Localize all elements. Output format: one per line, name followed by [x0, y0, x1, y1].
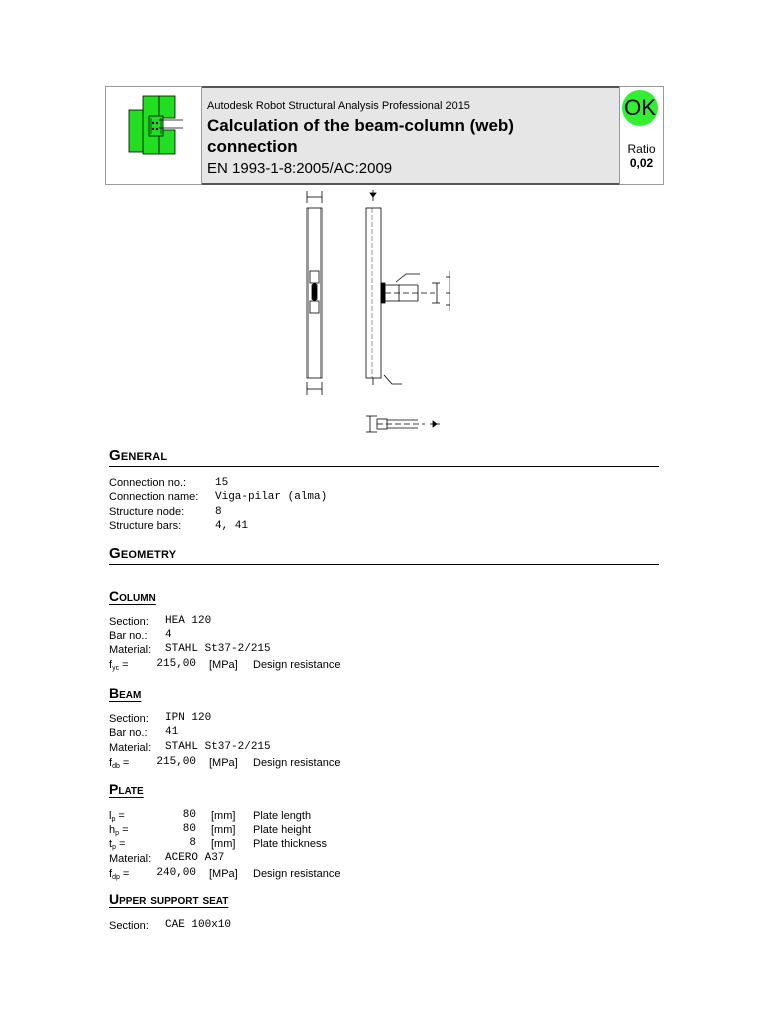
plate-height-description: Plate height [253, 824, 312, 836]
column-fy-value: 215,00 [156, 658, 196, 670]
beam-fy-unit: [MPa] [209, 757, 238, 769]
column-section-label: Section: [109, 616, 149, 628]
plate-fy-description: Design resistance [253, 868, 341, 880]
connection-name-value: Viga-pilar (alma) [215, 491, 328, 503]
column-fy-description: Design resistance [253, 659, 341, 671]
ok-status-badge: OK [622, 90, 658, 126]
column-side-view [307, 191, 322, 395]
connection-plan-view [366, 416, 440, 432]
beam-bar-label: Bar no.: [109, 727, 148, 739]
plate-length-description: Plate length [253, 810, 312, 822]
plate-heading: Plate [109, 781, 144, 797]
column-bar-label: Bar no.: [109, 630, 148, 642]
beam-fy-description: Design resistance [253, 757, 341, 769]
plate-thickness-symbol: $t_p$ = [109, 838, 126, 851]
connection-drawing [300, 185, 450, 435]
connection-no-label: Connection no.: [109, 477, 187, 489]
structure-node-value: 8 [215, 506, 222, 518]
column-section-value: HEA 120 [165, 615, 212, 627]
connection-name-label: Connection name: [109, 491, 199, 503]
general-heading: General [109, 447, 168, 464]
beam-material-label: Material: [109, 742, 152, 754]
beam-fy-value: 215,00 [156, 756, 196, 768]
beam-column-icon [105, 86, 202, 185]
structure-bars-value: 4, 41 [215, 520, 249, 532]
geometry-rule [109, 564, 659, 565]
column-fy-symbol: $f_{yc}$ = [109, 659, 129, 672]
plate-thickness-value: 8 [189, 837, 196, 849]
document-title: Calculation of the beam-column (web) connection [207, 116, 514, 156]
plate-thickness-unit: [mm] [211, 838, 236, 850]
column-front-view [366, 190, 450, 385]
beam-heading: Beam [109, 685, 142, 701]
plate-length-unit: [mm] [211, 810, 236, 822]
plate-fy-value: 240,00 [156, 867, 196, 879]
upper-seat-heading: Upper support seat [109, 891, 229, 907]
column-heading: Column [109, 588, 156, 604]
beam-fy-symbol: $f_{db}$ = [109, 757, 130, 770]
plate-height-unit: [mm] [211, 824, 236, 836]
column-material-label: Material: [109, 644, 152, 656]
plate-height-value: 80 [182, 823, 196, 835]
plate-length-value: 80 [182, 809, 196, 821]
plate-thickness-description: Plate thickness [253, 838, 327, 850]
connection-no-value: 15 [215, 477, 229, 489]
plate-fy-unit: [MPa] [209, 868, 238, 880]
ratio-value: 0,02 [629, 156, 654, 170]
column-material-value: STAHL St37-2/215 [165, 643, 271, 655]
general-rule [109, 466, 659, 467]
beam-material-value: STAHL St37-2/215 [165, 741, 271, 753]
structure-node-label: Structure node: [109, 506, 185, 518]
app-name: Autodesk Robot Structural Analysis Professional 2015 [207, 100, 470, 112]
ratio-label: Ratio [627, 142, 656, 156]
plate-height-symbol: $h_p$ = [109, 824, 129, 837]
beam-bar-value: 41 [165, 726, 179, 738]
plate-fy-symbol: $f_{dp}$ = [109, 868, 130, 881]
upper-seat-section-label: Section: [109, 920, 149, 932]
beam-section-value: IPN 120 [165, 712, 212, 724]
column-fy-unit: [MPa] [209, 659, 238, 671]
plate-material-label: Material: [109, 853, 152, 865]
structure-bars-label: Structure bars: [109, 520, 182, 532]
beam-section-label: Section: [109, 713, 149, 725]
column-bar-value: 4 [165, 629, 172, 641]
geometry-heading: Geometry [109, 545, 177, 562]
connection-logo [105, 86, 202, 185]
plate-length-symbol: $l_p$ = [109, 810, 125, 823]
plate-material-value: ACERO A37 [165, 852, 225, 864]
upper-seat-section-value: CAE 100x10 [165, 919, 232, 931]
design-standard: EN 1993-1-8:2005/AC:2009 [207, 160, 393, 177]
